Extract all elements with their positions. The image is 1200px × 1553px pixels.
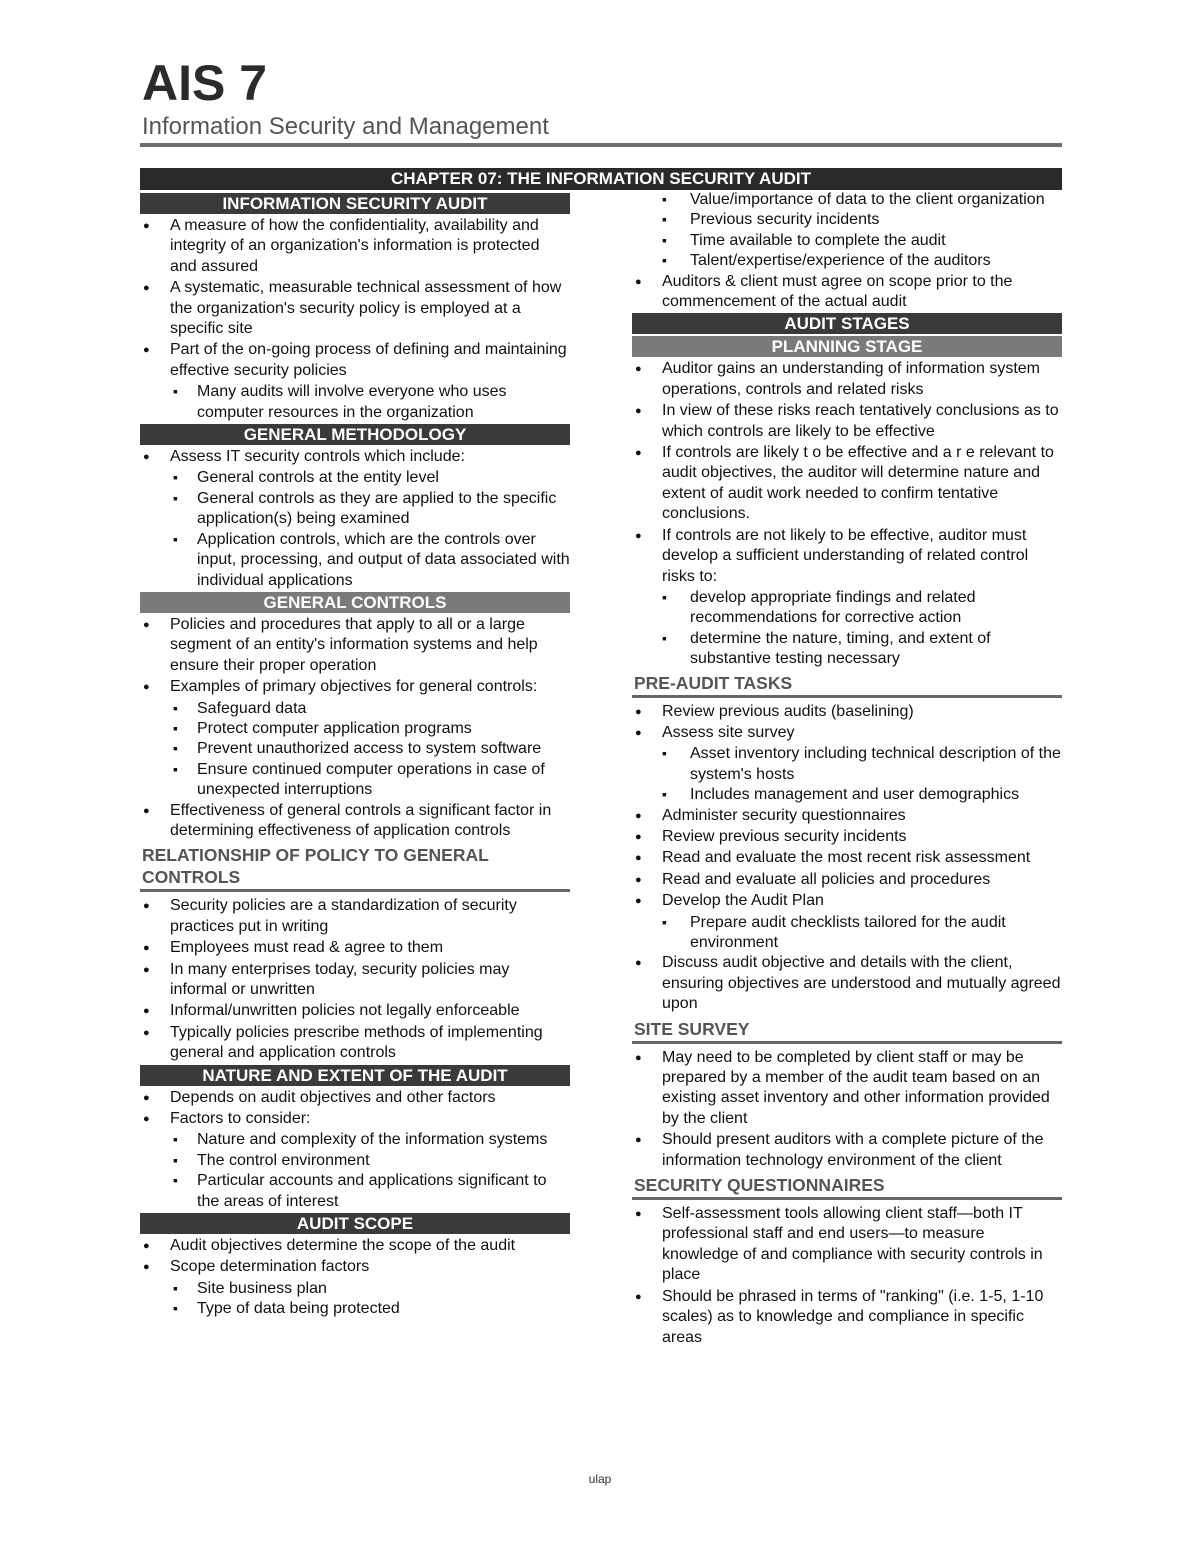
subsection-heading: PRE-AUDIT TASKS <box>632 670 1062 698</box>
bullet-list <box>140 1088 570 1212</box>
title-divider <box>140 143 1062 147</box>
section-general-methodology <box>140 424 570 591</box>
bullet-list <box>632 190 1062 312</box>
sub-bullet-item: ▪ Many audits will involve everyone who uses computer resources in the organization <box>140 382 570 423</box>
bullet-item: ● Audit objectives determine the scope of the audit <box>140 1236 570 1256</box>
sub-bullet-item: ▪ Prevent unauthorized access to system software <box>140 739 570 759</box>
sub-bullet-item: ▪ Nature and complexity of the information systems <box>140 1130 570 1150</box>
bullet-list <box>140 216 570 423</box>
bullet-item: ● Policies and procedures that apply to all or a large segment of an entity's information systems and help ensure their proper operation <box>140 615 570 676</box>
section-heading: GENERAL CONTROLS <box>140 592 570 613</box>
sub-bullet-item: ▪ The control environment <box>140 1151 570 1171</box>
bullet-item: ● Review previous audits (baselining) <box>632 702 1062 722</box>
bullet-list <box>632 1204 1062 1348</box>
sub-bullet-item: ▪ determine the nature, timing, and extent of substantive testing necessary <box>632 629 1062 670</box>
section-nature-and-extent-of-the-audit <box>140 1065 570 1212</box>
right-column <box>632 190 1062 1349</box>
bullet-item: ● Develop the Audit Plan <box>632 891 1062 911</box>
subsection-heading: RELATIONSHIP OF POLICY TO GENERAL CONTROLS <box>140 842 570 892</box>
bullet-item: ● Self-assessment tools allowing client staff—both IT professional staff and end users—to measure knowledge of and compliance with security controls in place <box>632 1204 1062 1286</box>
subsection-heading: SECURITY QUESTIONNAIRES <box>632 1172 1062 1200</box>
bullet-item: ● Depends on audit objectives and other factors <box>140 1088 570 1108</box>
section-heading: INFORMATION SECURITY AUDIT <box>140 193 570 214</box>
sub-bullet-item: ▪ Talent/expertise/experience of the auditors <box>632 251 1062 271</box>
section-planning-stage <box>632 336 1062 669</box>
bullet-item: ● Employees must read & agree to them <box>140 938 570 958</box>
section-heading: NATURE AND EXTENT OF THE AUDIT <box>140 1065 570 1086</box>
bullet-item: ● In view of these risks reach tentatively conclusions as to which controls are likely to be effective <box>632 401 1062 442</box>
sub-bullet-item: ▪ Ensure continued computer operations in case of unexpected interruptions <box>140 760 570 801</box>
bullet-item: ● Effectiveness of general controls a significant factor in determining effectiveness of application controls <box>140 801 570 842</box>
sub-bullet-item: ▪ Asset inventory including technical description of the system's hosts <box>632 744 1062 785</box>
bullet-item: ● Read and evaluate all policies and procedures <box>632 870 1062 890</box>
sub-bullet-item: ▪ Particular accounts and applications significant to the areas of interest <box>140 1171 570 1212</box>
section-heading: AUDIT SCOPE <box>140 1213 570 1234</box>
page-footer: ulap <box>588 1472 612 1486</box>
bullet-item: ● If controls are not likely to be effective, auditor must develop a sufficient understanding of related control risks to: <box>632 526 1062 587</box>
bullet-item: ● Scope determination factors <box>140 1257 570 1277</box>
bullet-list <box>140 896 570 1063</box>
bullet-list <box>632 702 1062 1015</box>
sub-bullet-item: ▪ Prepare audit checklists tailored for the audit environment <box>632 913 1062 954</box>
bullet-item: ● Auditors & client must agree on scope prior to the commencement of the actual audit <box>632 272 1062 313</box>
sub-bullet-item: ▪ Protect computer application programs <box>140 719 570 739</box>
bullet-item: ● Typically policies prescribe methods of implementing general and application controls <box>140 1023 570 1064</box>
bullet-list <box>632 1048 1062 1171</box>
bullet-item: ● Assess site survey <box>632 723 1062 743</box>
bullet-item: ● Read and evaluate the most recent risk assessment <box>632 848 1062 868</box>
document-title: AIS 7 <box>142 55 268 111</box>
section-heading: AUDIT STAGES <box>632 313 1062 334</box>
section-relationship-of-policy-to-general-controls <box>140 842 570 1063</box>
sub-bullet-item: ▪ General controls at the entity level <box>140 468 570 488</box>
section-heading: PLANNING STAGE <box>632 336 1062 357</box>
section-site-survey <box>632 1016 1062 1171</box>
left-column <box>140 192 570 1320</box>
sub-bullet-item: ▪ General controls as they are applied to the specific application(s) being examined <box>140 489 570 530</box>
document-subtitle: Information Security and Management <box>142 113 549 140</box>
sub-bullet-item: ▪ Previous security incidents <box>632 210 1062 230</box>
chapter-heading: CHAPTER 07: THE INFORMATION SECURITY AUDIT <box>140 168 1062 190</box>
bullet-item: ● Examples of primary objectives for general controls: <box>140 677 570 697</box>
sub-bullet-item: ▪ develop appropriate findings and related recommendations for corrective action <box>632 588 1062 629</box>
bullet-item: ● Should present auditors with a complete picture of the information technology environment of the client <box>632 1130 1062 1171</box>
bullet-item: ● May need to be completed by client staff or may be prepared by a member of the audit team based on an existing asset inventory and other information provided by the client <box>632 1048 1062 1130</box>
sub-bullet-item: ▪ Safeguard data <box>140 699 570 719</box>
bullet-item: ● A systematic, measurable technical assessment of how the organization's security policy is employed at a specific site <box>140 278 570 339</box>
bullet-item: ● If controls are likely t o be effective and a r e relevant to audit objectives, the auditor will determine nature and extent of audit work needed to confirm tentative conclusions. <box>632 443 1062 525</box>
bullet-item: ● Informal/unwritten policies not legally enforceable <box>140 1001 570 1021</box>
bullet-item: ● In many enterprises today, security policies may informal or unwritten <box>140 960 570 1001</box>
bullet-list <box>140 615 570 841</box>
bullet-item: ● Review previous security incidents <box>632 827 1062 847</box>
sub-bullet-item: ▪ Type of data being protected <box>140 1299 570 1319</box>
section-security-questionnaires <box>632 1172 1062 1348</box>
sub-bullet-item: ▪ Includes management and user demographics <box>632 785 1062 805</box>
section-audit-stages <box>632 313 1062 334</box>
bullet-item: ● Auditor gains an understanding of information system operations, controls and related risks <box>632 359 1062 400</box>
sub-bullet-item: ▪ Time available to complete the audit <box>632 231 1062 251</box>
bullet-item: ● Security policies are a standardization of security practices put in writing <box>140 896 570 937</box>
sub-bullet-item: ▪ Application controls, which are the controls over input, processing, and output of data associated with individual applications <box>140 530 570 591</box>
bullet-list <box>632 359 1062 669</box>
bullet-item: ● Factors to consider: <box>140 1109 570 1129</box>
section-heading: GENERAL METHODOLOGY <box>140 424 570 445</box>
bullet-item: ● Assess IT security controls which include: <box>140 447 570 467</box>
section-general-controls <box>140 592 570 841</box>
section-information-security-audit <box>140 193 570 423</box>
section-continued <box>632 190 1062 312</box>
bullet-item: ● Part of the on-going process of defining and maintaining effective security policies <box>140 340 570 381</box>
section-audit-scope <box>140 1213 570 1320</box>
bullet-item: ● Should be phrased in terms of "ranking" (i.e. 1-5, 1-10 scales) as to knowledge and compliance in specific areas <box>632 1287 1062 1348</box>
bullet-list <box>140 447 570 591</box>
bullet-item: ● Discuss audit objective and details with the client, ensuring objectives are understood and mutually agreed upon <box>632 953 1062 1014</box>
bullet-list <box>140 1236 570 1320</box>
bullet-item: ● A measure of how the confidentiality, availability and integrity of an organization's information is protected and assured <box>140 216 570 277</box>
section-pre-audit-tasks <box>632 670 1062 1015</box>
bullet-item: ● Administer security questionnaires <box>632 806 1062 826</box>
subsection-heading: SITE SURVEY <box>632 1016 1062 1044</box>
sub-bullet-item: ▪ Site business plan <box>140 1279 570 1299</box>
sub-bullet-item: ▪ Value/importance of data to the client organization <box>632 190 1062 210</box>
